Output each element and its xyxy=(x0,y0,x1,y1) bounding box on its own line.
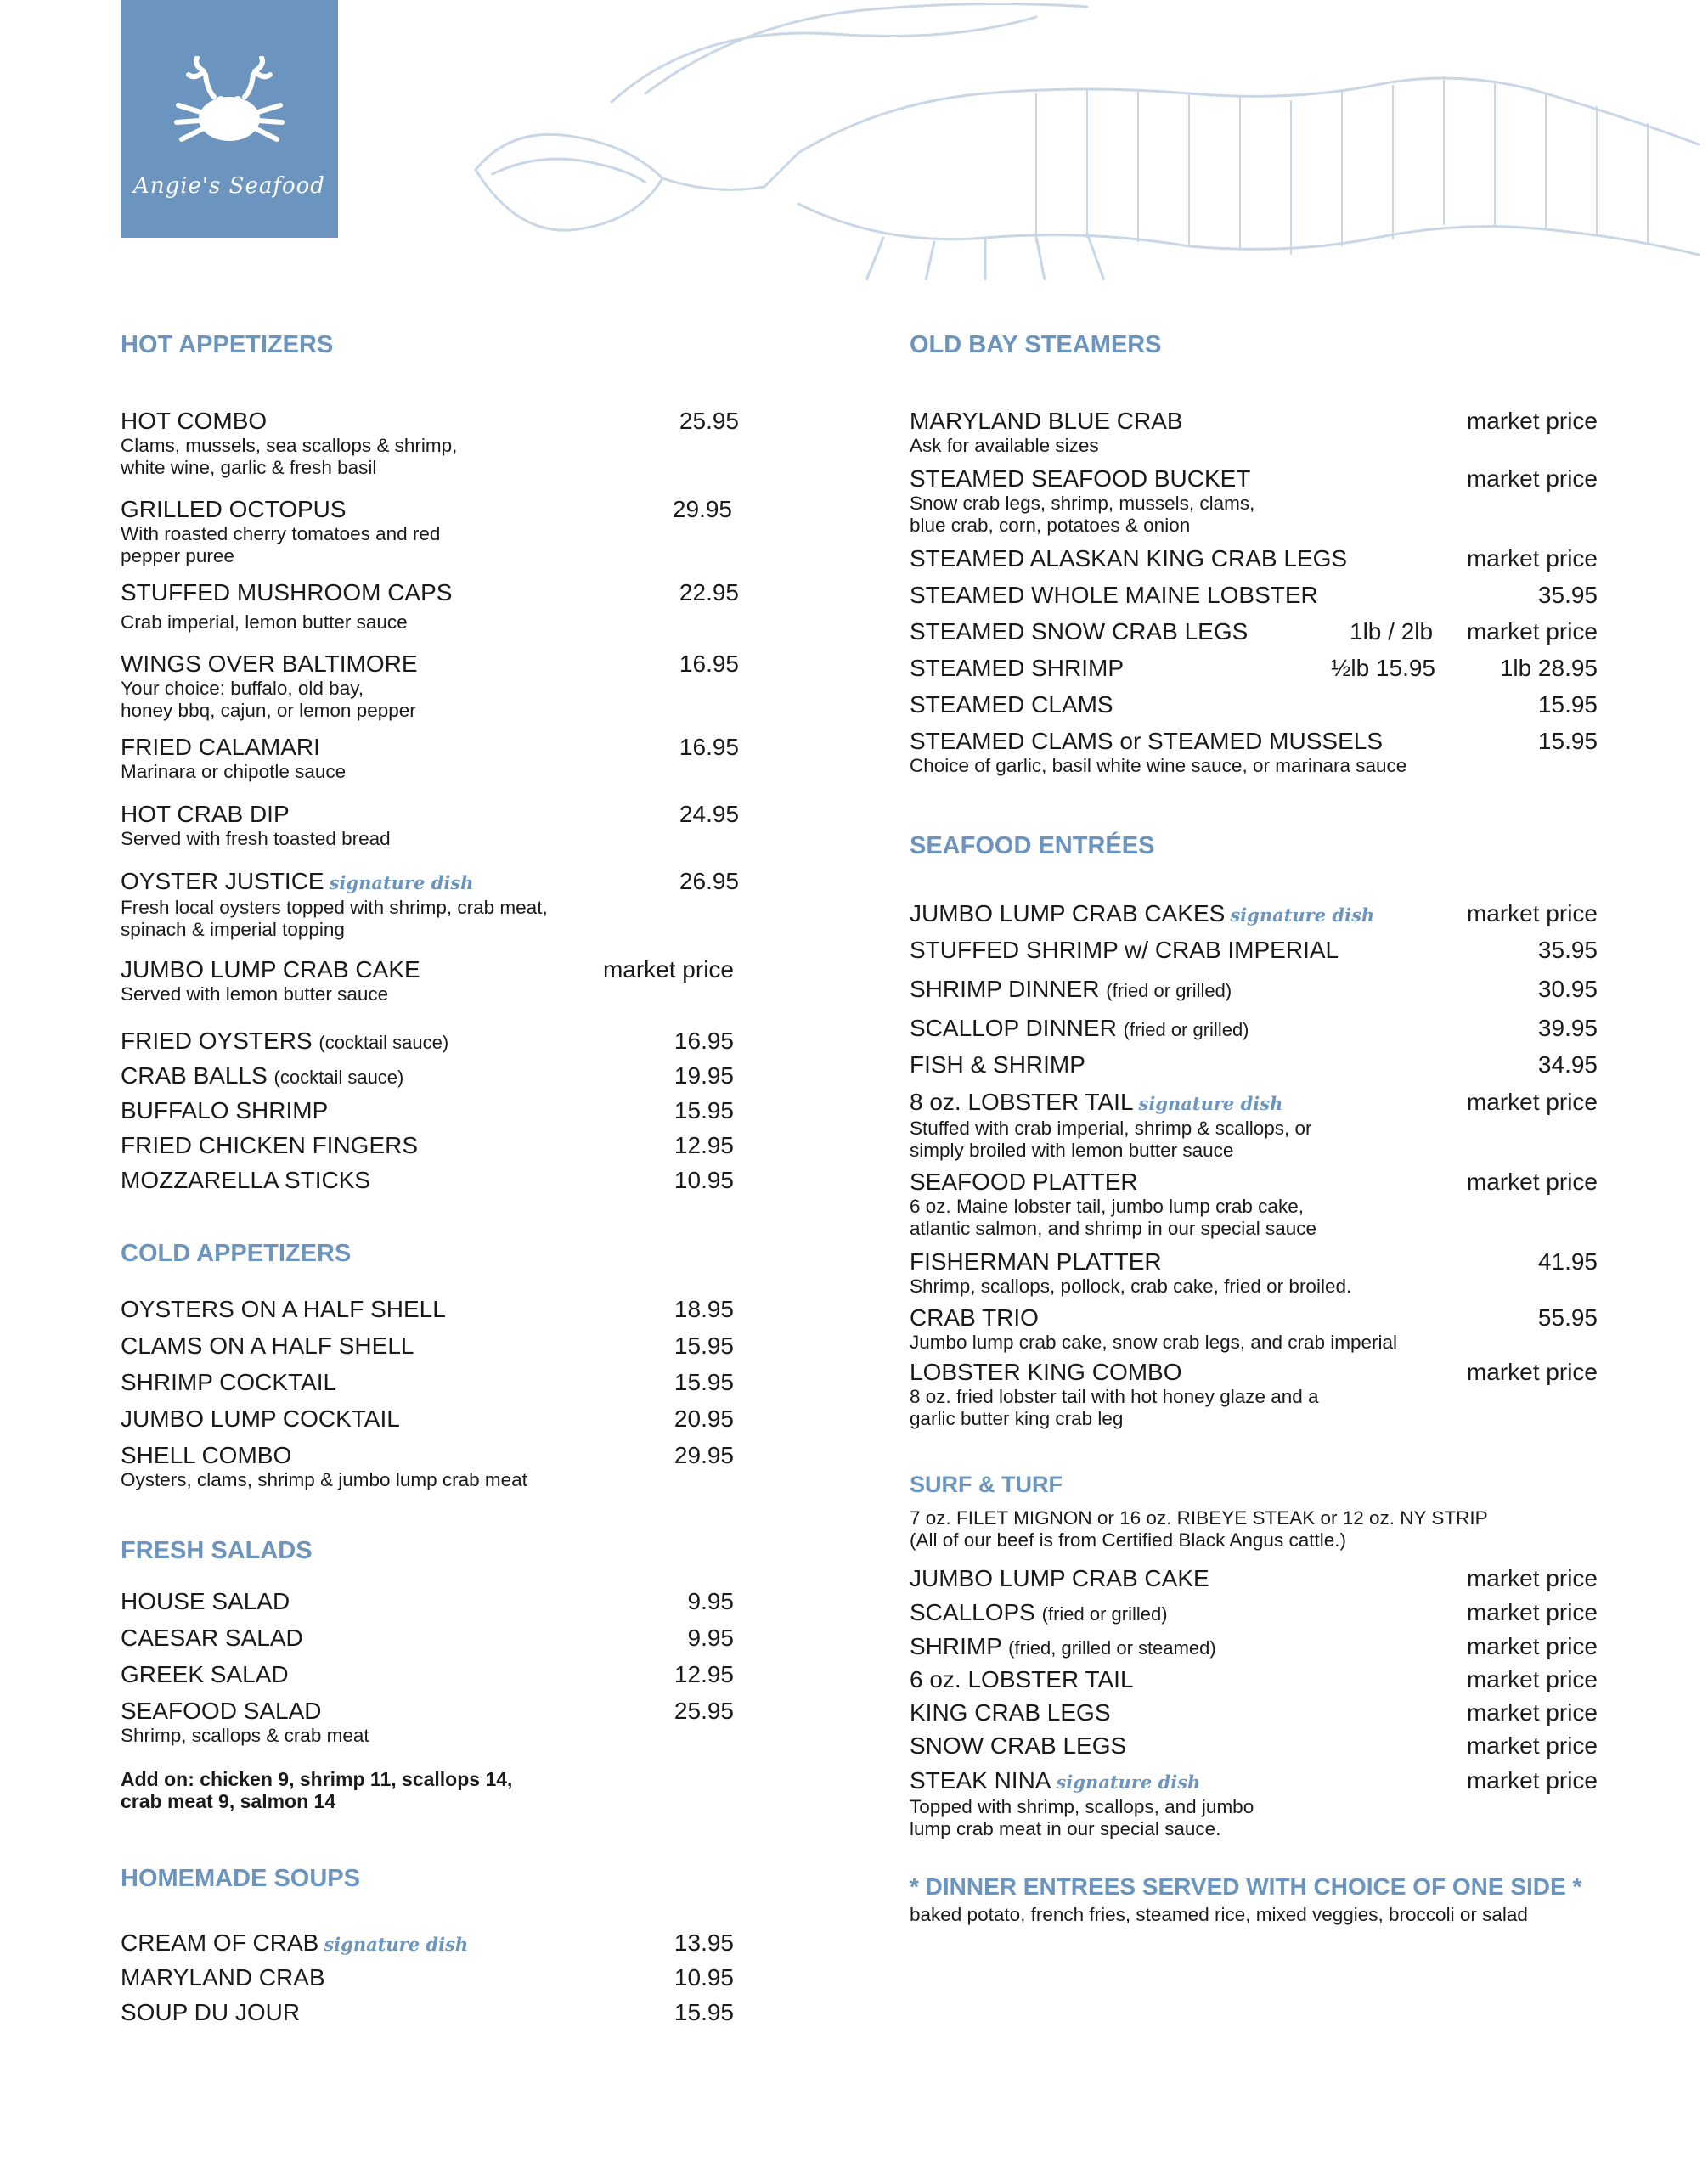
item-price: 15.95 xyxy=(674,1999,734,2025)
item-name: FRIED CHICKEN FINGERS xyxy=(121,1132,419,1158)
menu-item xyxy=(121,956,739,1005)
menu-item xyxy=(121,1661,739,1688)
item-desc: Served with lemon butter sauce xyxy=(121,983,389,1005)
item-name: SHRIMP COCKTAIL xyxy=(121,1369,337,1395)
item-price: 25.95 xyxy=(679,408,739,434)
item-price: 10.95 xyxy=(674,1167,734,1193)
menu-item xyxy=(910,691,1598,718)
item-name: GREEK SALAD xyxy=(121,1661,289,1687)
item-name-text: OYSTER JUSTICE xyxy=(121,868,324,894)
item-name-text: FRIED OYSTERS xyxy=(121,1028,313,1054)
menu-item xyxy=(910,1015,1598,1044)
menu-item xyxy=(910,1359,1598,1430)
item-desc: Clams, mussels, sea scallops & shrimp, white wine, garlic & fresh basil xyxy=(121,435,458,478)
item-price: 26.95 xyxy=(679,868,739,894)
item-name-text: JUMBO LUMP CRAB CAKES xyxy=(910,900,1226,926)
item-price: 15.95 xyxy=(674,1097,734,1124)
menu-item xyxy=(121,1588,739,1615)
item-price: 16.95 xyxy=(674,1028,734,1054)
item-name: FRIED CALAMARI xyxy=(121,734,320,760)
menu-item xyxy=(910,1169,1598,1240)
menu-item xyxy=(910,1699,1598,1726)
item-note: (fried or grilled) xyxy=(1106,980,1232,1001)
signature-badge: signature dish xyxy=(1230,904,1375,926)
item-desc: Snow crab legs, shrimp, mussels, clams, blue crab, corn, potatoes & onion xyxy=(910,493,1255,536)
item-desc: Oysters, clams, shrimp & jumbo lump crab meat xyxy=(121,1469,527,1490)
menu-item xyxy=(121,1097,739,1124)
item-name: STUFFED MUSHROOM CAPS xyxy=(121,579,453,605)
menu-item xyxy=(910,1089,1598,1162)
item-price: 15.95 xyxy=(674,1369,734,1395)
item-name: CRAB TRIO xyxy=(910,1304,1039,1331)
item-price: market price xyxy=(1466,465,1598,492)
item-desc: Stuffed with crab imperial, shrimp & scallops, or simply broiled with lemon butter sauce xyxy=(910,1118,1312,1161)
menu-item xyxy=(121,1132,739,1159)
item-name: STEAMED ALASKAN KING CRAB LEGS xyxy=(910,545,1348,572)
item-price: market price xyxy=(1466,1089,1598,1115)
item-name-text: CREAM OF CRAB xyxy=(121,1929,319,1956)
menu-item xyxy=(121,734,739,783)
section-title: COLD APPETIZERS xyxy=(121,1240,352,1267)
item-name: HOUSE SALAD xyxy=(121,1588,290,1614)
item-price: 12.95 xyxy=(674,1661,734,1687)
item-name: STEAMED WHOLE MAINE LOBSTER xyxy=(910,582,1318,608)
item-price: market price xyxy=(1466,545,1598,572)
item-price: market price xyxy=(1466,618,1598,645)
section-title: FRESH SALADS xyxy=(121,1537,313,1564)
item-name: BUFFALO SHRIMP xyxy=(121,1097,329,1124)
item-price: 15.95 xyxy=(1537,691,1598,718)
item-price: 18.95 xyxy=(674,1296,734,1322)
item-name-text: SCALLOPS xyxy=(910,1599,1035,1625)
item-price: 10.95 xyxy=(674,1964,734,1991)
item-desc: Served with fresh toasted bread xyxy=(121,828,391,849)
menu-item xyxy=(121,651,739,722)
menu-item xyxy=(910,545,1598,572)
menu-item xyxy=(121,1167,739,1194)
menu-item xyxy=(121,408,739,479)
item-price: market price xyxy=(1466,1599,1598,1625)
section-title: SEAFOOD ENTRÉES xyxy=(910,832,1155,859)
menu-item xyxy=(121,1369,739,1396)
item-name-text: CRAB BALLS xyxy=(121,1062,268,1089)
item-name: JUMBO LUMP CRAB CAKE xyxy=(121,956,420,983)
item-price: 29.95 xyxy=(674,1442,734,1468)
item-price: 20.95 xyxy=(674,1405,734,1432)
item-desc: 8 oz. fried lobster tail with hot honey glaze and a garlic butter king crab leg xyxy=(910,1386,1319,1429)
left-column xyxy=(121,0,739,2174)
menu-item xyxy=(910,1633,1598,1662)
item-name: SEAFOOD SALAD xyxy=(121,1698,322,1724)
menu-item xyxy=(121,868,739,941)
item-name: FISHERMAN PLATTER xyxy=(910,1248,1162,1275)
item-name: SOUP DU JOUR xyxy=(121,1999,301,2025)
item-name: STEAMED SHRIMP xyxy=(910,655,1125,681)
item-desc: Fresh local oysters topped with shrimp, crab meat, spinach & imperial topping xyxy=(121,897,548,940)
item-name: JUMBO LUMP COCKTAIL xyxy=(121,1405,400,1432)
item-note: (fried or grilled) xyxy=(1041,1603,1168,1625)
salad-addon-note: Add on: chicken 9, shrimp 11, scallops 14, crab meat 9, salmon 14 xyxy=(121,1768,513,1812)
item-name-text: SCALLOP DINNER xyxy=(910,1015,1117,1041)
menu-item xyxy=(910,728,1598,777)
menu-item xyxy=(910,976,1598,1005)
item-price: market price xyxy=(1466,1633,1598,1659)
item-price: 30.95 xyxy=(1537,976,1598,1002)
item-price: market price xyxy=(1466,1767,1598,1794)
item-note: (fried or grilled) xyxy=(1123,1019,1249,1040)
menu-item xyxy=(121,1405,739,1433)
item-name-text: 8 oz. LOBSTER TAIL xyxy=(910,1089,1134,1115)
menu-item xyxy=(910,655,1598,682)
item-name: 6 oz. LOBSTER TAIL xyxy=(910,1666,1134,1692)
item-name xyxy=(121,868,739,897)
item-price: market price xyxy=(1466,1359,1598,1385)
menu-item xyxy=(121,1028,739,1056)
item-desc: Shrimp, scallops, pollock, crab cake, fried or broiled. xyxy=(910,1276,1352,1297)
item-price-half: ½lb 15.95 xyxy=(1331,655,1435,681)
menu-item xyxy=(121,1999,739,2026)
item-desc: Your choice: buffalo, old bay, honey bbq, cajun, or lemon pepper xyxy=(121,678,416,721)
menu-item xyxy=(910,618,1598,645)
item-name: FISH & SHRIMP xyxy=(910,1051,1085,1078)
menu-item xyxy=(121,1929,739,1958)
item-price: market price xyxy=(1466,1732,1598,1759)
item-price: 15.95 xyxy=(1537,728,1598,754)
sides-note-title: * DINNER ENTREES SERVED WITH CHOICE OF ONE SIDE * xyxy=(910,1873,1582,1900)
item-name: SNOW CRAB LEGS xyxy=(910,1732,1127,1759)
menu-item xyxy=(910,465,1598,537)
menu-item xyxy=(121,1964,739,1991)
item-name: CLAMS ON A HALF SHELL xyxy=(121,1332,414,1359)
item-note: (cocktail sauce) xyxy=(273,1067,404,1088)
item-name xyxy=(910,976,1598,1005)
item-price: market price xyxy=(1466,1565,1598,1591)
item-desc: Topped with shrimp, scallops, and jumbo lump crab meat in our special sauce. xyxy=(910,1796,1254,1839)
item-price: market price xyxy=(1466,1169,1598,1195)
item-name: WINGS OVER BALTIMORE xyxy=(121,651,418,677)
item-price: 39.95 xyxy=(1537,1015,1598,1041)
item-price-size: 1lb / 2lb xyxy=(1350,618,1434,645)
item-desc: Choice of garlic, basil white wine sauce, or marinara sauce xyxy=(910,755,1407,776)
item-name: SHELL COMBO xyxy=(121,1442,292,1468)
item-name xyxy=(121,1929,739,1958)
item-name: SEAFOOD PLATTER xyxy=(910,1169,1138,1195)
item-desc: Ask for available sizes xyxy=(910,435,1099,456)
item-name xyxy=(121,1028,739,1056)
menu-item xyxy=(910,1248,1598,1298)
item-name: OYSTERS ON A HALF SHELL xyxy=(121,1296,446,1322)
item-price: 12.95 xyxy=(674,1132,734,1158)
item-name: MARYLAND CRAB xyxy=(121,1964,325,1991)
item-note: (cocktail sauce) xyxy=(318,1032,449,1053)
item-price: 15.95 xyxy=(674,1332,734,1359)
signature-badge: signature dish xyxy=(1056,1771,1201,1793)
item-name-text: SHRIMP DINNER xyxy=(910,976,1100,1002)
item-price: market price xyxy=(1466,1666,1598,1692)
item-name-text: SHRIMP xyxy=(910,1633,1002,1659)
menu-item xyxy=(910,1565,1598,1592)
item-desc: 6 oz. Maine lobster tail, jumbo lump crab cake, atlantic salmon, and shrimp in our special sauce xyxy=(910,1196,1316,1239)
menu-item xyxy=(121,1332,739,1360)
menu-item xyxy=(910,1732,1598,1760)
item-price: 19.95 xyxy=(674,1062,734,1089)
section-title: HOMEMADE SOUPS xyxy=(121,1865,360,1892)
menu-item xyxy=(121,801,739,850)
signature-badge: signature dish xyxy=(324,1934,469,1955)
item-desc: With roasted cherry tomatoes and red pepper puree xyxy=(121,523,441,566)
item-price: market price xyxy=(1466,1699,1598,1726)
item-name: HOT COMBO xyxy=(121,408,268,434)
menu-item xyxy=(121,1698,739,1747)
item-desc: Shrimp, scallops & crab meat xyxy=(121,1725,369,1746)
item-price: market price xyxy=(602,956,734,983)
section-title: HOT APPETIZERS xyxy=(121,331,334,358)
sides-note-list: baked potato, french fries, steamed rice, mixed veggies, broccoli or salad xyxy=(910,1904,1528,1925)
item-name: HOT CRAB DIP xyxy=(121,801,290,827)
item-name: STUFFED SHRIMP w/ CRAB IMPERIAL xyxy=(910,937,1339,963)
item-price: 24.95 xyxy=(679,801,739,827)
item-price: 29.95 xyxy=(672,496,732,522)
item-price: 16.95 xyxy=(679,651,739,677)
right-column xyxy=(910,0,1598,2174)
item-price: 1lb 28.95 xyxy=(1499,655,1598,681)
item-name: STEAMED CLAMS or STEAMED MUSSELS xyxy=(910,728,1384,754)
item-note: (fried, grilled or steamed) xyxy=(1008,1637,1216,1659)
item-price: 13.95 xyxy=(674,1929,734,1956)
menu-item xyxy=(910,900,1598,929)
item-price: 25.95 xyxy=(674,1698,734,1724)
item-name: STEAMED SNOW CRAB LEGS xyxy=(910,618,1249,645)
item-name: MARYLAND BLUE CRAB xyxy=(910,408,1183,434)
item-name: KING CRAB LEGS xyxy=(910,1699,1111,1726)
menu-item xyxy=(910,1767,1598,1840)
menu-item xyxy=(910,1599,1598,1628)
item-desc: Marinara or chipotle sauce xyxy=(121,761,347,782)
item-price: 34.95 xyxy=(1537,1051,1598,1078)
item-name: LOBSTER KING COMBO xyxy=(910,1359,1182,1385)
menu-item xyxy=(121,496,739,567)
signature-badge: signature dish xyxy=(329,872,474,893)
item-desc: Crab imperial, lemon butter sauce xyxy=(121,611,408,633)
brand-name: Angie's Seafood xyxy=(133,173,325,199)
section-title: SURF & TURF xyxy=(910,1472,1063,1497)
item-name: CAESAR SALAD xyxy=(121,1625,303,1651)
menu-item xyxy=(910,582,1598,609)
section-title: OLD BAY STEAMERS xyxy=(910,331,1162,358)
item-price: market price xyxy=(1466,900,1598,926)
item-price: 9.95 xyxy=(687,1625,734,1651)
menu-item xyxy=(121,1625,739,1652)
menu-item xyxy=(910,937,1598,964)
item-price: 55.95 xyxy=(1537,1304,1598,1331)
item-price: 41.95 xyxy=(1537,1248,1598,1275)
item-name xyxy=(910,1015,1598,1044)
menu-item xyxy=(910,408,1598,457)
signature-badge: signature dish xyxy=(1138,1093,1283,1114)
menu-item xyxy=(121,579,739,634)
item-name: GRILLED OCTOPUS xyxy=(121,496,347,522)
surf-turf-intro: 7 oz. FILET MIGNON or 16 oz. RIBEYE STEAK or 12 oz. NY STRIP (All of our beef is from Certified Black Angus cattle.) xyxy=(910,1507,1488,1551)
item-price: 35.95 xyxy=(1537,937,1598,963)
item-price: 16.95 xyxy=(679,734,739,760)
menu-item xyxy=(910,1666,1598,1693)
item-name xyxy=(121,1062,739,1091)
item-price: 9.95 xyxy=(687,1588,734,1614)
menu-item xyxy=(910,1304,1598,1354)
item-name: MOZZARELLA STICKS xyxy=(121,1167,371,1193)
menu-item xyxy=(121,1296,739,1323)
item-name: JUMBO LUMP CRAB CAKE xyxy=(910,1565,1209,1591)
item-price: 35.95 xyxy=(1537,582,1598,608)
item-desc: Jumbo lump crab cake, snow crab legs, and crab imperial xyxy=(910,1332,1398,1353)
item-name-text: STEAK NINA xyxy=(910,1767,1051,1794)
menu-item xyxy=(121,1062,739,1091)
item-name: STEAMED SEAFOOD BUCKET xyxy=(910,465,1251,492)
menu-item xyxy=(121,1442,739,1491)
item-name: STEAMED CLAMS xyxy=(910,691,1113,718)
menu-item xyxy=(910,1051,1598,1079)
item-price: market price xyxy=(1466,408,1598,434)
item-price: 22.95 xyxy=(679,579,739,605)
